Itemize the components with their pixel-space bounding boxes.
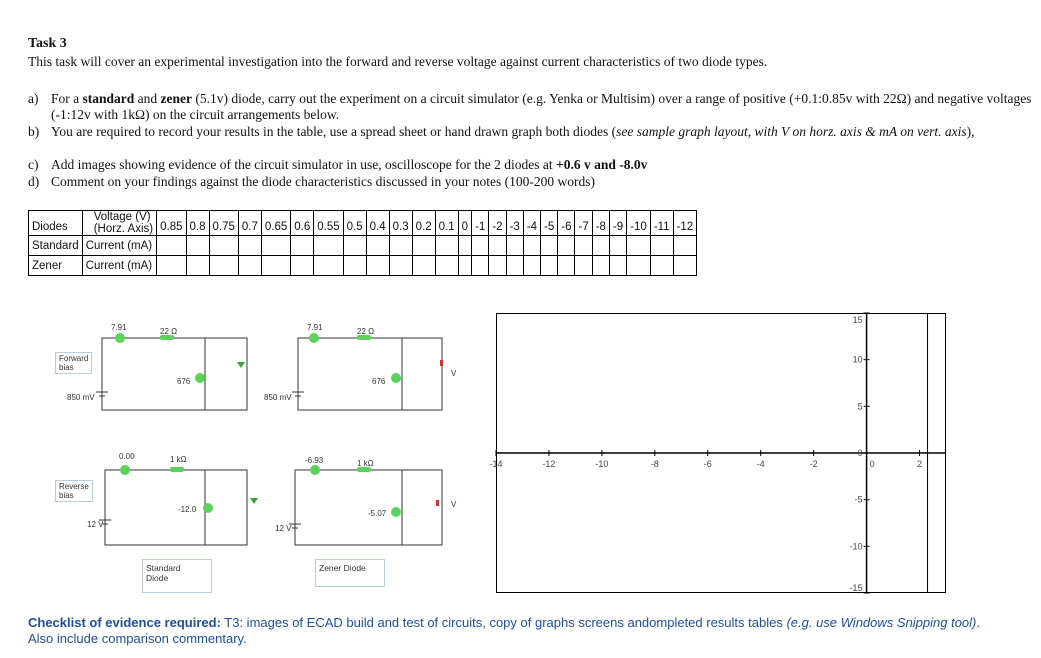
result-cell[interactable] (366, 256, 389, 276)
voltage-header-cell: -10 (627, 211, 651, 236)
voltage-header-cell: 0.6 (291, 211, 314, 236)
result-cell[interactable] (472, 256, 489, 276)
voltage-header-cell: 0.5 (343, 211, 366, 236)
result-cell[interactable] (627, 236, 651, 256)
std-rev-resistor: 1 kΩ (170, 455, 187, 464)
checklist (28, 615, 988, 647)
voltage-header-cell: 0.8 (186, 211, 209, 236)
x-tick-label: -8 (650, 459, 659, 469)
zen-fwd-wire (298, 338, 442, 410)
voltage-header-cell: -1 (472, 211, 489, 236)
x-tick-label: -6 (703, 459, 712, 469)
standard-diode-caption: Standard Diode (142, 559, 212, 593)
reverse-bias-label: Reverse bias (55, 480, 93, 502)
result-cell[interactable] (575, 256, 592, 276)
task-item-label: c) (28, 157, 39, 172)
result-cell[interactable] (558, 256, 575, 276)
result-cell[interactable] (412, 236, 435, 256)
circuit-diagrams (30, 310, 470, 595)
table-row-diode: Standard (29, 236, 83, 256)
zen-rev-source: 12 V (275, 524, 292, 533)
voltage-header-cell: -12 (673, 211, 697, 236)
result-cell[interactable] (541, 256, 558, 276)
std-rev-wire (105, 470, 247, 545)
y-tick-label: -5 (854, 494, 863, 505)
result-cell[interactable] (314, 256, 343, 276)
result-cell[interactable] (575, 236, 592, 256)
zen-rev-wire (295, 470, 442, 545)
x-tick-label: 2 (917, 459, 923, 469)
result-cell[interactable] (314, 236, 343, 256)
task-item-label: a) (28, 91, 39, 106)
std-fwd-wire (102, 338, 247, 410)
result-cell[interactable] (523, 256, 540, 276)
result-cell[interactable] (389, 236, 412, 256)
result-cell[interactable] (458, 256, 471, 276)
result-cell[interactable] (389, 256, 412, 276)
table-header-voltage: Voltage (V) (Horz. Axis) (82, 211, 156, 236)
zen-fwd-side-v: V (451, 369, 457, 378)
task-intro: This task will cover an experimental investigation into the forward and reverse voltage against current characteristics of two diode types. (28, 54, 768, 69)
x-tick-label: 0 (869, 459, 875, 469)
y-tick-label: -10 (849, 541, 863, 552)
voltage-header-cell: 0.75 (209, 211, 238, 236)
result-cell[interactable] (209, 236, 238, 256)
std-rev-diode-v: -12.0 (178, 505, 197, 514)
y-tick-label: 15 (852, 315, 863, 325)
zener-diode-caption: Zener Diode (315, 559, 385, 587)
checklist-body: T3: images of ECAD build and test of circuits, copy of graphs screens andompleted results tables (220, 615, 787, 630)
y-tick-label: -15 (849, 583, 863, 593)
forward-bias-label: Forward bias (55, 352, 92, 374)
checklist-label: Checklist of evidence required: (28, 615, 221, 630)
voltage-header-cell: 0.1 (435, 211, 458, 236)
result-cell[interactable] (541, 236, 558, 256)
voltage-header-cell: 0.7 (238, 211, 261, 236)
std-fwd-diode-v: 676 (177, 377, 191, 386)
std-rev-source: 12 V (87, 520, 104, 529)
voltage-header-cell: 0.2 (412, 211, 435, 236)
zen-rev-resistor: 1 kΩ (357, 459, 374, 468)
x-tick-label: -2 (809, 459, 818, 469)
result-cell[interactable] (650, 256, 673, 276)
result-cell[interactable] (592, 236, 609, 256)
result-cell[interactable] (489, 256, 506, 276)
task-item-text: Add images showing evidence of the circuit simulator in use, oscilloscope for the 2 diodes at +0.6 v and -8.0v (51, 157, 648, 172)
voltage-header-cell: 0.85 (157, 211, 186, 236)
x-tick-label: -14 (489, 459, 503, 469)
results-table (28, 210, 697, 276)
result-cell[interactable] (609, 256, 626, 276)
result-cell[interactable] (506, 236, 523, 256)
table-row-diode: Zener (29, 256, 83, 276)
result-cell[interactable] (209, 256, 238, 276)
voltage-header-cell: -6 (558, 211, 575, 236)
table-row-unit: Current (mA) (82, 256, 156, 276)
result-cell[interactable] (506, 256, 523, 276)
task-item-label: b) (28, 124, 40, 139)
result-cell[interactable] (673, 236, 697, 256)
result-cell[interactable] (186, 236, 209, 256)
voltage-header-cell: 0.55 (314, 211, 343, 236)
result-cell[interactable] (291, 236, 314, 256)
std-fwd-resistor: 22 Ω (160, 327, 178, 336)
voltage-header-cell: 0.4 (366, 211, 389, 236)
y-tick-label: 0 (857, 448, 863, 458)
voltage-header-cell: -3 (506, 211, 523, 236)
result-cell[interactable] (366, 236, 389, 256)
x-tick-label: -4 (756, 459, 765, 469)
result-cell[interactable] (186, 256, 209, 276)
x-tick-label: -12 (542, 459, 556, 469)
result-cell[interactable] (592, 256, 609, 276)
voltage-header-cell: -8 (592, 211, 609, 236)
voltage-header-cell: -9 (609, 211, 626, 236)
result-cell[interactable] (673, 256, 697, 276)
sample-graph (489, 313, 946, 593)
task-item-text: You are required to record your results in the table, use a spread sheet or hand drawn graph both diodes (see sample graph layout, with V on horz. axis & mA on vert. axis), (51, 124, 975, 139)
std-rev-meter: 0.00 (119, 452, 135, 461)
result-cell[interactable] (343, 256, 366, 276)
result-cell[interactable] (435, 256, 458, 276)
result-cell[interactable] (157, 256, 186, 276)
table-row-unit: Current (mA) (82, 236, 156, 256)
voltage-header-cell: -11 (650, 211, 673, 236)
result-cell[interactable] (650, 236, 673, 256)
zen-rev-meter: -6.93 (305, 456, 324, 465)
checklist-italic: (e.g. use Windows Snipping tool) (786, 615, 977, 630)
result-cell[interactable] (261, 256, 290, 276)
result-cell[interactable] (458, 236, 471, 256)
resistor-icon (160, 335, 371, 472)
zen-fwd-meter: 7.91 (307, 323, 323, 332)
result-cell[interactable] (523, 236, 540, 256)
result-cell[interactable] (435, 236, 458, 256)
result-cell[interactable] (412, 256, 435, 276)
task-item-text: For a standard and zener (5.1v) diode, carry out the experiment on a circuit simulator (e.g. Yenka or Multisim) over a range of positive (+0.1:0.85v with 22Ω) and negative voltages (-1:12v with 1kΩ) on the circuit arrangements below. (51, 91, 1032, 122)
result-cell[interactable] (627, 256, 651, 276)
y-tick-label: 10 (852, 354, 863, 365)
result-cell[interactable] (261, 236, 290, 256)
voltage-header-cell: -5 (541, 211, 558, 236)
zen-rev-diode-v: -5.07 (368, 509, 387, 518)
result-cell[interactable] (343, 236, 366, 256)
result-cell[interactable] (558, 236, 575, 256)
std-fwd-source: 850 mV (67, 393, 95, 402)
voltage-header-cell: 0 (458, 211, 471, 236)
zen-fwd-source: 850 mV (264, 393, 292, 402)
voltage-header-cell: 0.3 (389, 211, 412, 236)
task-title: Task 3 (28, 36, 67, 51)
result-cell[interactable] (238, 236, 261, 256)
meter-icon (115, 333, 401, 517)
zen-fwd-diode-v: 676 (372, 377, 386, 386)
checklist-tail: . Also include comparison commentary. (28, 615, 981, 646)
y-tick-label: 5 (857, 401, 863, 412)
voltage-header-cell: 0.65 (261, 211, 290, 236)
result-cell[interactable] (157, 236, 186, 256)
zen-rev-side-v: V (451, 500, 457, 509)
zen-fwd-resistor: 22 Ω (357, 327, 375, 336)
std-fwd-meter: 7.91 (111, 323, 127, 332)
result-cell[interactable] (291, 256, 314, 276)
x-tick-label: -10 (595, 459, 609, 469)
result-cell[interactable] (238, 256, 261, 276)
voltage-header-cell: -2 (489, 211, 506, 236)
result-cell[interactable] (609, 236, 626, 256)
table-header-diodes: Diodes (29, 211, 83, 236)
task-item-label: d) (28, 174, 40, 189)
task-item-text: Comment on your findings against the diode characteristics discussed in your notes (100-200 words) (51, 174, 596, 189)
result-cell[interactable] (472, 236, 489, 256)
voltage-header-cell: -7 (575, 211, 592, 236)
result-cell[interactable] (489, 236, 506, 256)
voltage-header-cell: -4 (523, 211, 540, 236)
